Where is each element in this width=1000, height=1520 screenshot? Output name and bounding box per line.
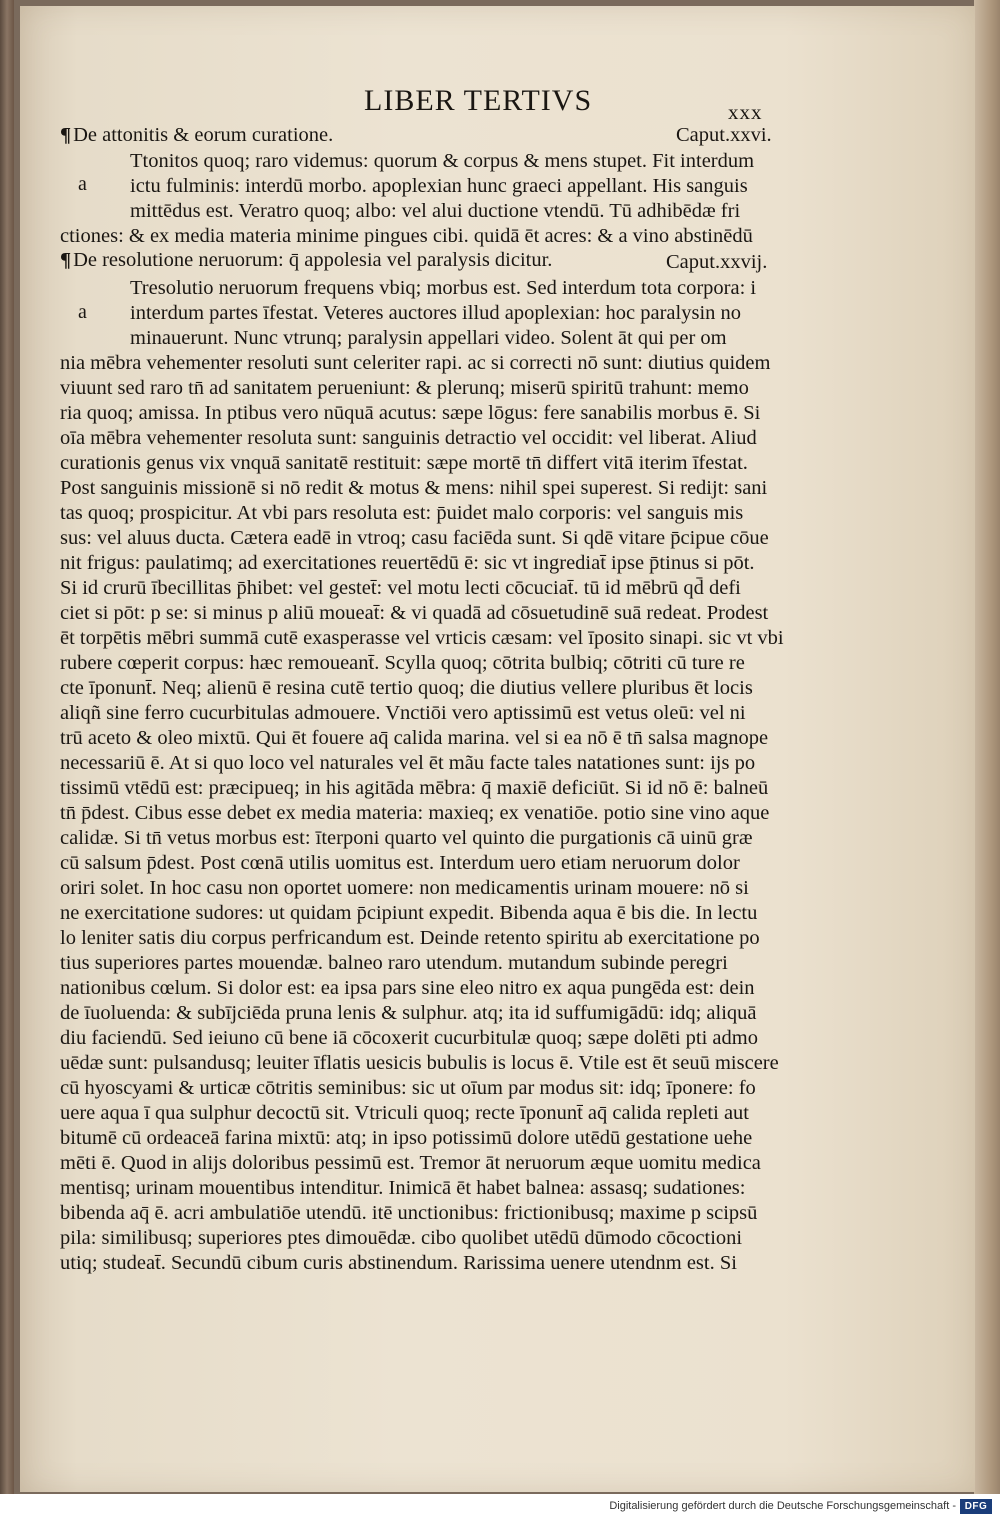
- text-line: sus: vel aluus ducta. Cætera eadē in vtroq; casu faciēda sunt. Si qdē vitare p̄cipue cōue: [60, 527, 769, 549]
- text-line: cū salsum p̄dest. Post cœnā utilis uomitus est. Interdum uero etiam neruorum dolor: [60, 852, 740, 874]
- text-line: ne exercitatione sudores: ut quidam p̄cipiunt expedit. Bibenda aqua ē bis die. In lectu: [60, 902, 758, 924]
- text-line: ēt torpētis mēbri summā cutē exasperasse vel vrticis cæsam: vel īposito sinapi. sic vt vbi: [60, 627, 784, 649]
- text-line: minauerunt. Nunc vtrunq; paralysin appellari video. Solent āt qui per om: [130, 327, 727, 349]
- text-line: lo leniter satis diu corpus perfricandum est. Deinde retento spiritu ab exercitatione po: [60, 927, 760, 949]
- text-line: oīa mēbra vehementer resoluta sunt: sanguinis detractio vel occidit: vel liberat. Aliud: [60, 427, 757, 449]
- text-line: uere aqua ī qua sulphur decoctū sit. Vtriculi quoq; recte īponunt̄ aq̄ calida repleti aut: [60, 1102, 749, 1124]
- margin-letter: a: [78, 173, 87, 195]
- chapter-title: De attonitis & eorum curatione.: [73, 124, 334, 146]
- page-edges: [974, 0, 1000, 1494]
- chapter-number: Caput.xxvi.: [676, 124, 772, 146]
- text-line: calidæ. Si tn̄ vetus morbus est: īterponi quarto vel quinto die purgationis cā uinū græ: [60, 827, 753, 849]
- text-line: Ttonitos quoq; raro videmus: quorum & corpus & mens stupet. Fit interdum: [130, 150, 755, 172]
- text-line: oriri solet. In hoc casu non oportet uomere: non medicamentis urinam mouere: nō si: [60, 877, 749, 899]
- text-line: nit frigus: paulatimq; ad exercitationes reuertēdū ē: sic vt ingrediat̄ ipse p̄tinus si pōt.: [60, 552, 755, 574]
- text-line: tn̄ p̄dest. Cibus esse debet ex media materia: maxieq; ex venatiōe. potio sine vino aque: [60, 802, 770, 824]
- text-line: utiq; studeat̄. Secundū cibum curis abstinendum. Rarissima uenere utendnm est. Si: [60, 1252, 737, 1274]
- text-line: aliqñ sine ferro cucurbitulas admouere. Vnctiōi vero aptissimū est vetus oleū: vel ni: [60, 702, 746, 724]
- pilcrow-mark: ¶: [60, 124, 72, 146]
- text-line: bitumē cū ordeaceā farina mixtū: atq; in ipso potissimū dolore utēdū gestatione uehe: [60, 1127, 753, 1149]
- chapter-title: De resolutione neruorum: q̄ appolesia vel paralysis dicitur.: [73, 249, 553, 271]
- text-line: diu faciendū. Sed ieiuno cū bene iā cōcoxerit cucurbitulæ quoq; sæpe dolēti pti admo: [60, 1027, 758, 1049]
- text-line: bibenda aq̄ ē. acri ambulatiōe utendū. itē unctionibus: frictionibusq; maxime p scipsū: [60, 1202, 758, 1224]
- text-line: Post sanguinis missionē si nō redit & motus & mens: nihil spei superest. Si redijt: sani: [60, 477, 768, 499]
- text-line: uēdæ sunt: pulsandusq; leuiter īflatis uesicis bubulis is locus ē. Vtile est ēt seuū miscere: [60, 1052, 779, 1074]
- chapter-heading: [60, 124, 333, 147]
- pilcrow-mark: ¶: [60, 249, 72, 271]
- text-line: tas quoq; prospicitur. At vbi pars resoluta est: p̄uidet malo corporis: vel sanguis mis: [60, 502, 744, 524]
- dfg-logo-icon: DFG: [960, 1499, 992, 1514]
- book-binding: [0, 0, 14, 1494]
- chapter-heading: [60, 249, 552, 272]
- margin-letter: a: [78, 301, 87, 323]
- text-line: rubere cœperit corpus: hæc remoueant̄. Scylla quoq; cōtrita bulbiq; cōtriti cū ture re: [60, 652, 745, 674]
- text-line: ictu fulminis: interdū morbo. apoplexian hunc graeci appellant. His sanguis: [130, 175, 748, 197]
- text-line: curationis genus vix vnquā sanitatē restituit: sæpe mortē tn̄ differt vitā iterim īfestat.: [60, 452, 748, 474]
- text-line: ctiones: & ex media materia minime pingues cibi. quidā ēt acres: & a vino abstinēdū: [60, 225, 753, 247]
- book-page: [20, 6, 975, 1492]
- text-line: mentisq; urinam mouentibus intenditur. Inimicā ēt habet balnea: assasq; sudationes:: [60, 1177, 746, 1199]
- text-line: ciet si pōt: p se: si minus p aliū moueat̄: & vi quadā ad cōsuetudinē suā redeat. Prodest: [60, 602, 769, 624]
- text-line: viuunt sed raro tn̄ ad sanitatem perueniunt: & plerunq; miserū spiritū trahunt: memo: [60, 377, 749, 399]
- text-line: interdum partes īfestat. Veteres auctores illud apoplexian: hoc paralysin no: [130, 302, 742, 324]
- text-line: cte īponunt̄. Neq; alienū ē resina cutē tertio quoq; die diutius vellere pluribus ēt locis: [60, 677, 753, 699]
- text-line: Tresolutio neruorum frequens vbiq; morbus est. Sed interdum tota corpora: i: [130, 277, 757, 299]
- text-line: tissimū vtēdū est: præcipueq; in his agitāda mēbra: q̄ maxiē deficiūt. Si id nō ē: balneū: [60, 777, 769, 799]
- text-line: necessariū ē. At si quo loco vel naturales vel ēt mãu facte tales natationes sunt: ijs po: [60, 752, 756, 774]
- text-line: Si id crurū ībecillitas p̄hibet: vel gestet̄: vel motu lecti cōcuciat̄. tū id mēbrū qd̄ defi: [60, 577, 741, 599]
- text-line: de īuoluenda: & subījciēda pruna lenis & sulphur. atq; ita id suffumigādū: idq; aliquā: [60, 1002, 757, 1024]
- funding-credit: Digitalisierung gefördert durch die Deutsche Forschungsgemeinschaft -: [609, 1500, 956, 1512]
- text-line: nia mēbra vehementer resoluti sunt celeriter rapi. ac si correcti nō sunt: diutius quidem: [60, 352, 771, 374]
- text-line: pila: similibusq; superiores ptes dimouēdæ. cibo quolibet utēdū dūmodo cōcoctioni: [60, 1227, 743, 1249]
- chapter-number: Caput.xxvij.: [666, 251, 768, 273]
- running-title: LIBER TERTIVS: [364, 84, 593, 117]
- text-line: cū hyoscyami & urticæ cōtritis seminibus: sic ut oīum par modus sit: idq; īponere: fo: [60, 1077, 756, 1099]
- folio-number: xxx: [728, 100, 763, 124]
- text-line: trū aceto & oleo mixtū. Qui ēt fouere aq̄ calida marina. vel si ea nō ē tn̄ salsa magnope: [60, 727, 769, 749]
- text-line: nationibus cœlum. Si dolor est: ea ipsa pars sine eleo nitro ex aqua pungēda est: dein: [60, 977, 755, 999]
- text-line: tius superiores partes mouendæ. balneo raro utendum. mutandum subinde peregri: [60, 952, 728, 974]
- text-line: mēti ē. Quod in alijs doloribus pessimū est. Tremor āt neruorum æque uomitu medica: [60, 1152, 761, 1174]
- text-line: mittēdus est. Veratro quoq; albo: vel alui ductione vtendū. Tū adhibēdæ fri: [130, 200, 741, 222]
- text-line: ria quoq; amissa. In ptibus vero nūquā acutus: sæpe lōgus: fere sanabilis morbus ē. Si: [60, 402, 761, 424]
